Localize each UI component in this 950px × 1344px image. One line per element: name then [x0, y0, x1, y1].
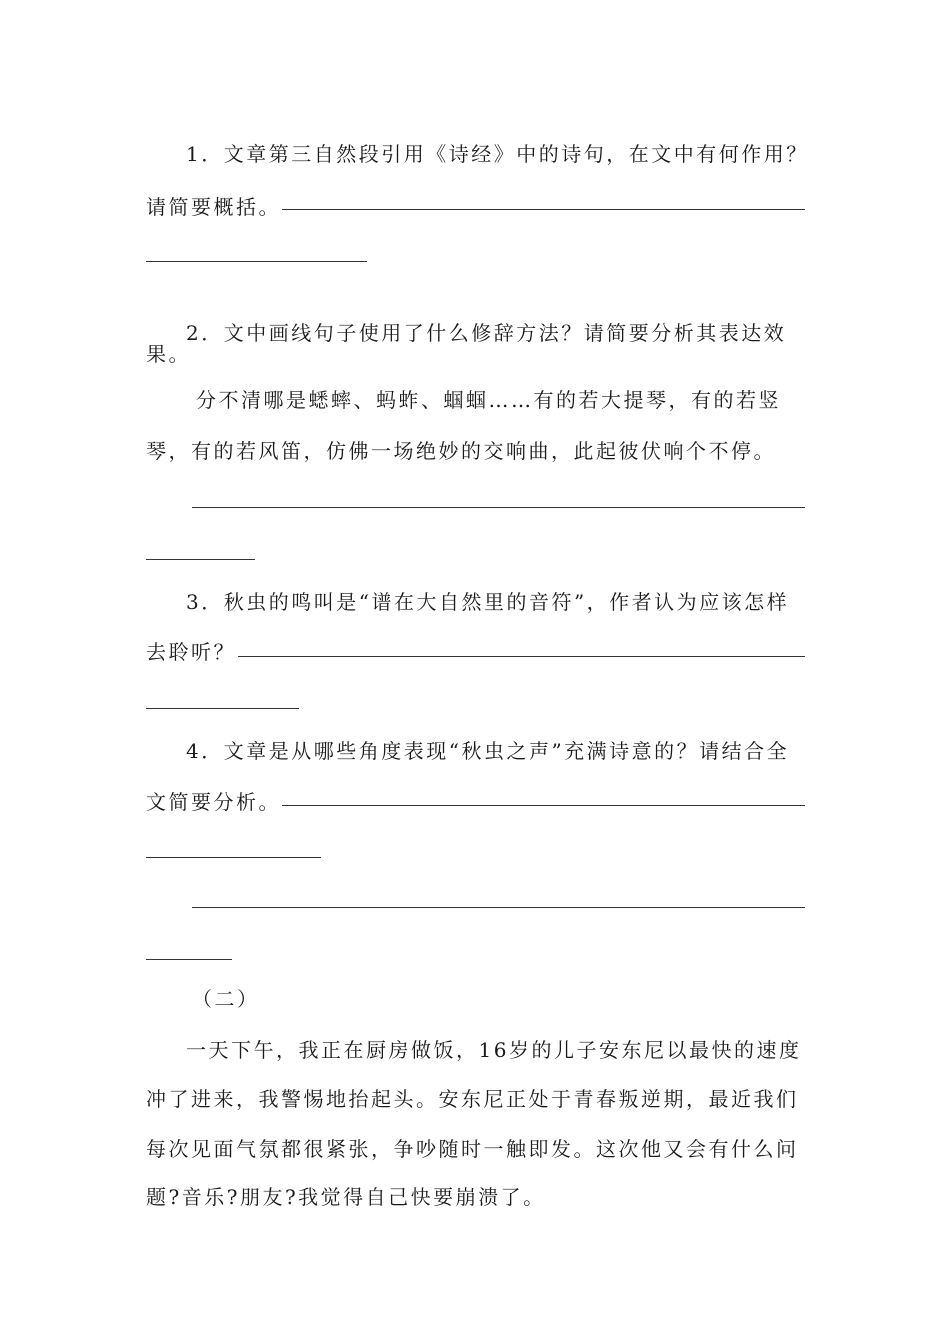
q2-quote-line1: 分不清哪是蟋蟀、蚂蚱、蝈蝈……有的若大提琴，有的若竖 — [196, 388, 781, 412]
q2-answer-line-2 — [146, 559, 255, 560]
q2-line1: 2．文中画线句子使用了什么修辞方法？请简要分析其表达效 — [186, 321, 787, 345]
q1-answer-line-1 — [282, 209, 805, 210]
q4-line2: 文简要分析。 — [146, 790, 281, 814]
section-paragraph-line4: 题?音乐?朋友?我觉得自己快要崩溃了。 — [146, 1185, 546, 1209]
q2-quote-line2: 琴，有的若风笛，仿佛一场绝妙的交响曲，此起彼伏响个不停。 — [146, 439, 776, 463]
q3-line1: 3．秋虫的鸣叫是“谱在大自然里的音符”，作者认为应该怎样 — [186, 590, 790, 614]
q4-answer-line-4 — [146, 959, 232, 960]
section-paragraph-line2: 冲了进来，我警惕地抬起头。安东尼正处于青春叛逆期，最近我们 — [146, 1087, 799, 1111]
q4-answer-line-1 — [282, 805, 805, 806]
q3-line2: 去聆听？ — [146, 640, 236, 664]
q4-line1: 4．文章是从哪些角度表现“秋虫之声”充满诗意的？请结合全 — [186, 739, 790, 763]
q3-answer-line-2 — [146, 708, 299, 709]
q4-answer-line-3 — [192, 907, 805, 908]
q1-line1: 1．文章第三自然段引用《诗经》中的诗句，在文中有何作用？ — [186, 142, 809, 166]
q1-answer-line-2 — [146, 261, 367, 262]
section-paragraph-line3: 每次见面气氛都很紧张，争吵随时一触即发。这次他又会有什么问 — [146, 1137, 799, 1161]
q1-line2: 请简要概括。 — [146, 195, 281, 219]
section-paragraph-line1: 一天下午，我正在厨房做饭，16岁的儿子安东尼以最快的速度 — [186, 1038, 802, 1062]
q2-answer-line-1 — [192, 507, 805, 508]
q3-answer-line-1 — [238, 656, 805, 657]
section-heading: （二） — [192, 987, 260, 1011]
q4-answer-line-2 — [146, 857, 321, 858]
q2-line2: 果。 — [146, 342, 191, 366]
